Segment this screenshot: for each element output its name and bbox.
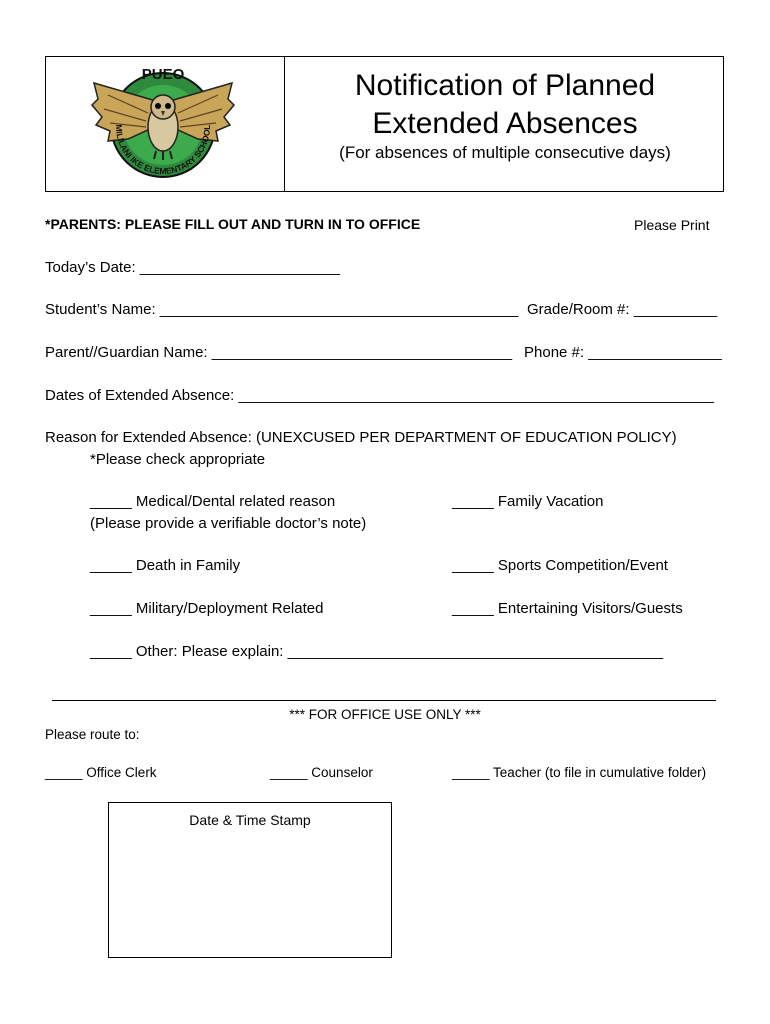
option-medical[interactable]: _____ Medical/Dental related reason bbox=[90, 493, 336, 510]
form-title bbox=[285, 67, 725, 143]
todays-date-field[interactable]: Today’s Date: ________________________ bbox=[45, 259, 340, 276]
stamp-label: Date & Time Stamp bbox=[189, 812, 311, 828]
logo-title: PUEO bbox=[141, 66, 185, 83]
option-other[interactable]: _____ Other: Please explain: _____________________________________________ bbox=[90, 643, 664, 660]
logo-ring-text: MILILANI IKE ELEMENTARY SCHOOL bbox=[113, 124, 213, 177]
option-military[interactable]: _____ Military/Deployment Related bbox=[90, 600, 324, 617]
form-subtitle: (For absences of multiple consecutive days) bbox=[339, 143, 671, 162]
route-teacher[interactable]: _____ Teacher (to file in cumulative folder) bbox=[452, 765, 707, 780]
student-name-field[interactable]: Student’s Name: ___________________________________________ bbox=[45, 301, 519, 318]
parent-name-field[interactable]: Parent//Guardian Name: ____________________________________ bbox=[45, 344, 513, 361]
title-line-2: Extended Absences bbox=[372, 107, 638, 140]
title-line-1: Notification of Planned bbox=[354, 69, 656, 102]
check-instruction: *Please check appropriate bbox=[90, 451, 266, 468]
date-time-stamp-box bbox=[108, 802, 392, 958]
reason-heading: Reason for Extended Absence: (UNEXCUSED PER DEPARTMENT OF EDUCATION POLICY) bbox=[45, 429, 677, 446]
office-use-heading: *** FOR OFFICE USE ONLY *** bbox=[289, 707, 481, 722]
option-visitors[interactable]: _____ Entertaining Visitors/Guests bbox=[452, 600, 683, 617]
route-label: Please route to: bbox=[45, 727, 140, 742]
header-box bbox=[45, 56, 724, 192]
phone-field[interactable]: Phone #: ________________ bbox=[524, 344, 722, 361]
grade-room-field[interactable]: Grade/Room #: __________ bbox=[527, 301, 718, 318]
route-office-clerk[interactable]: _____ Office Clerk bbox=[45, 765, 157, 780]
medical-note: (Please provide a verifiable doctor’s note) bbox=[90, 515, 367, 532]
pueo-owl-logo bbox=[88, 65, 238, 183]
option-family-vacation[interactable]: _____ Family Vacation bbox=[452, 493, 604, 510]
parents-instruction: *PARENTS: PLEASE FILL OUT AND TURN IN TO OFFICE bbox=[45, 216, 421, 232]
option-death-in-family[interactable]: _____ Death in Family bbox=[90, 557, 241, 574]
office-divider bbox=[52, 700, 716, 701]
route-counselor[interactable]: _____ Counselor bbox=[270, 765, 373, 780]
please-print: Please Print bbox=[634, 217, 710, 233]
absence-dates-field[interactable]: Dates of Extended Absence: _________________________________________________________ bbox=[45, 387, 714, 404]
option-sports[interactable]: _____ Sports Competition/Event bbox=[452, 557, 668, 574]
